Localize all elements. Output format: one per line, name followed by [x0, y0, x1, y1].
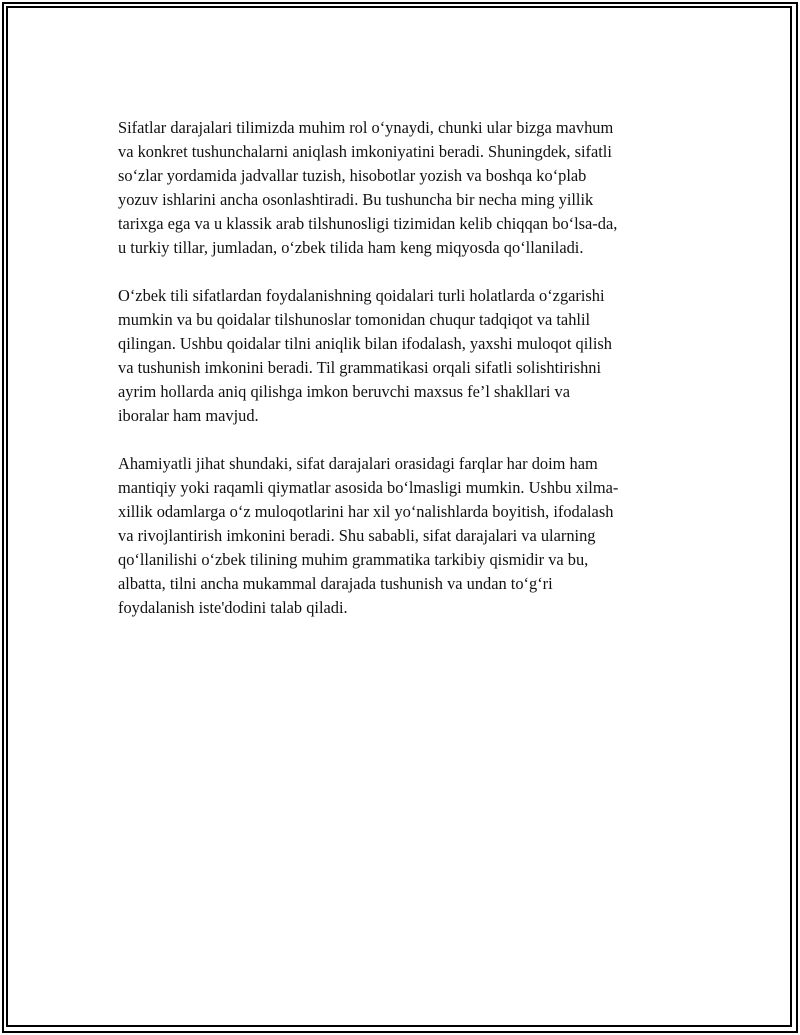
text-line: qo‘llanilishi o‘zbek tilining muhim grammatika tarkibiy qismidir va bu, [118, 550, 589, 569]
text-line: foydalanish iste'dodini talab qiladi. [118, 598, 348, 617]
text-line: xillik odamlarga o‘z muloqotlarini har xil yo‘nalishlarda boyitish, ifodalash [118, 502, 614, 521]
text-line: Sifatlar darajalari tilimizda muhim rol o‘ynaydi, chunki ular bizga mavhum [118, 118, 614, 137]
paragraph-1 [118, 116, 698, 260]
text-line: O‘zbek tili sifatlardan foydalanishning qoidalari turli holatlarda o‘zgarishi [118, 286, 605, 305]
text-line: tarixga ega va u klassik arab tilshunosligi tizimidan kelib chiqqan bo‘lsa-da, [118, 214, 618, 233]
text-line: Ahamiyatli jihat shundaki, sifat darajalari orasidagi farqlar har doim ham [118, 454, 598, 473]
text-line: albatta, tilni ancha mukammal darajada tushunish va undan to‘g‘ri [118, 574, 553, 593]
text-line: so‘zlar yordamida jadvallar tuzish, hisobotlar yozish va boshqa ko‘plab [118, 166, 587, 185]
text-line: ayrim hollarda aniq qilishga imkon beruvchi maxsus fe’l shakllari va [118, 382, 570, 401]
text-line: u turkiy tillar, jumladan, o‘zbek tilida ham keng miqyosda qo‘llaniladi. [118, 238, 584, 257]
text-line: qilingan. Ushbu qoidalar tilni aniqlik bilan ifodalash, yaxshi muloqot qilish [118, 334, 612, 353]
text-line: mantiqiy yoki raqamli qiymatlar asosida bo‘lmasligi mumkin. Ushbu xilma- [118, 478, 619, 497]
text-line: yozuv ishlarini ancha osonlashtiradi. Bu tushuncha bir necha ming yillik [118, 190, 594, 209]
paragraph-2 [118, 284, 698, 428]
text-line: va konkret tushunchalarni aniqlash imkoniyatini beradi. Shuningdek, sifatli [118, 142, 612, 161]
text-line: mumkin va bu qoidalar tilshunoslar tomonidan chuqur tadqiqot va tahlil [118, 310, 591, 329]
text-line: va rivojlantirish imkonini beradi. Shu sababli, sifat darajalari va ularning [118, 526, 596, 545]
document-body [118, 116, 698, 644]
paragraph-3 [118, 452, 698, 620]
text-line: iboralar ham mavjud. [118, 406, 259, 425]
text-line: va tushunish imkonini beradi. Til grammatikasi orqali sifatli solishtirishni [118, 358, 602, 377]
